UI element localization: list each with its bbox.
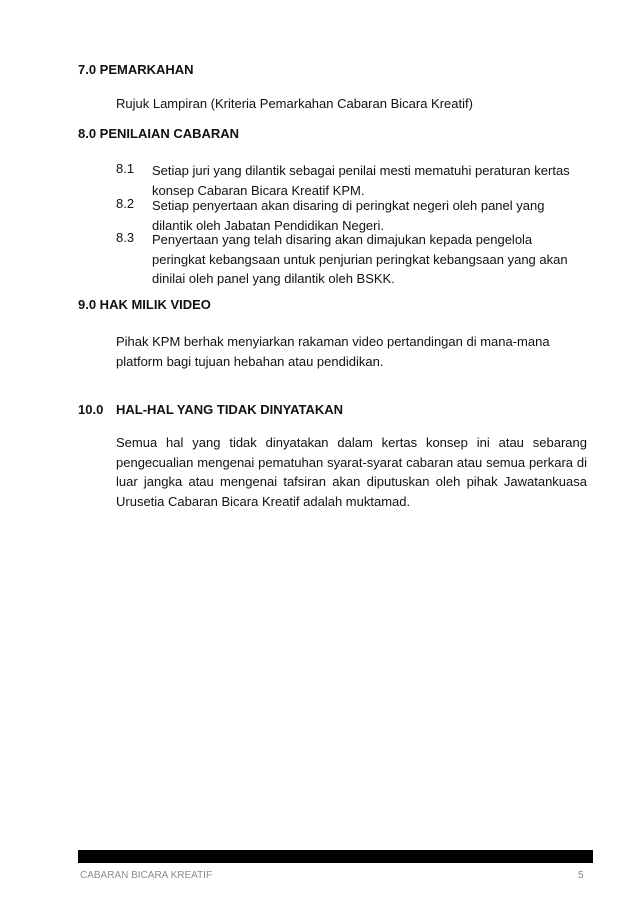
section-7-body: Rujuk Lampiran (Kriteria Pemarkahan Cabaran Bicara Kreatif) <box>116 96 473 111</box>
section-8-heading: 8.0 PENILAIAN CABARAN <box>78 126 240 141</box>
section-10-body: Semua hal yang tidak dinyatakan dalam kertas konsep ini atau sebarang pengecualian mengenai pematuhan syarat-syarat cabaran atau semua perkara di luar jangka atau mengenai tafsiran akan diputuskan oleh pihak Jawatankuasa Urusetia Cabaran Bicara Kreatif adalah muktamad. <box>116 435 587 509</box>
section-10-number: 10.0 <box>78 402 104 417</box>
list-item-text: Penyertaan yang telah disaring akan dimajukan kepada pengelola peringkat kebangsaan untuk penjurian peringkat kebangsaan yang akan dinilai oleh panel yang dilantik oleh BSKK. <box>152 232 568 286</box>
list-item-number: 8.1 <box>116 161 135 176</box>
footer-bar <box>78 850 593 863</box>
list-item-8-3 <box>116 230 586 290</box>
section-10-heading: HAL-HAL YANG TIDAK DINYATAKAN <box>116 402 344 417</box>
section-9-heading: 9.0 HAK MILIK VIDEO <box>78 297 211 312</box>
list-item-8-1 <box>116 161 586 201</box>
section-9-body: Pihak KPM berhak menyiarkan rakaman video pertandingan di mana-mana platform bagi tujuan hebahan atau pendidikan. <box>116 334 550 369</box>
list-item-number: 8.2 <box>116 196 135 211</box>
page-number: 5 <box>578 870 584 881</box>
list-item-text: Setiap juri yang dilantik sebagai penilai mesti mematuhi peraturan kertas konsep Cabaran Bicara Kreatif KPM. <box>152 163 570 198</box>
footer-title: CABARAN BICARA KREATIF <box>80 870 213 881</box>
section-7-heading: 7.0 PEMARKAHAN <box>78 62 194 77</box>
list-item-number: 8.3 <box>116 230 135 245</box>
list-item-text: Setiap penyertaan akan disaring di peringkat negeri oleh panel yang dilantik oleh Jabatan Pendidikan Negeri. <box>152 198 545 233</box>
